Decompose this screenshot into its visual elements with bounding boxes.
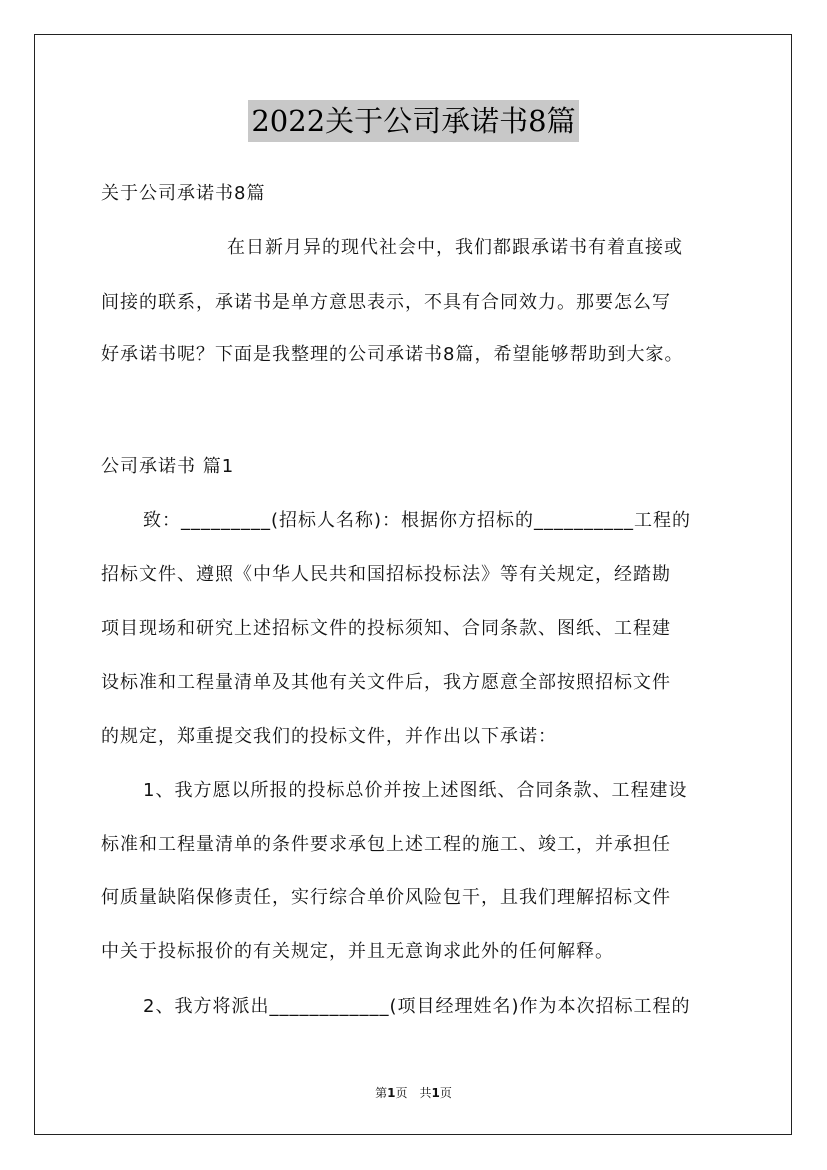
footer-prefix: 第 — [375, 1086, 388, 1100]
document-title: 2022关于公司承诺书8篇 — [248, 100, 578, 142]
body-line-9: 中关于投标报价的有关规定，并且无意询求此外的任何解释。 — [101, 941, 614, 962]
body-line-8: 何质量缺陷保修责任，实行综合单价风险包干，且我们理解招标文件 — [101, 887, 671, 908]
body-line-5: 的规定，郑重提交我们的投标文件，并作出以下承诺： — [101, 726, 557, 747]
footer-page-suffix: 页 共 — [395, 1086, 432, 1100]
title-container — [0, 100, 827, 142]
body-line-7: 标准和工程量清单的条件要求承包上述工程的施工、竣工，并承担任 — [101, 834, 671, 855]
intro-line-2: 间接的联系，承诺书是单方意思表示，不具有合同效力。那要怎么写 — [101, 292, 671, 313]
footer-total-pages: 1 — [431, 1086, 440, 1100]
footer-total-suffix: 页 — [439, 1086, 452, 1100]
footer-page-number: 1 — [387, 1086, 396, 1100]
page-footer — [0, 1084, 827, 1101]
body-line-2: 招标文件、遵照《中华人民共和国招标投标法》等有关规定，经踏勘 — [101, 564, 671, 585]
section-heading: 公司承诺书 篇1 — [101, 456, 235, 477]
body-line-10: 2、我方将派出____________(项目经理姓名)作为本次招标工程的 — [143, 996, 691, 1017]
intro-line-1: 在日新月异的现代社会中，我们都跟承诺书有着直接或 — [227, 237, 683, 258]
subtitle: 关于公司承诺书8篇 — [101, 183, 266, 204]
body-line-1: 致：_________(招标人名称)：根据你方招标的__________工程的 — [143, 510, 692, 531]
body-line-3: 项目现场和研究上述招标文件的投标须知、合同条款、图纸、工程建 — [101, 618, 671, 639]
body-line-6: 1、我方愿以所报的投标总价并按上述图纸、合同条款、工程建设 — [143, 780, 688, 801]
intro-line-3: 好承诺书呢？下面是我整理的公司承诺书8篇，希望能够帮助到大家。 — [101, 344, 684, 365]
body-line-4: 设标准和工程量清单及其他有关文件后，我方愿意全部按照招标文件 — [101, 672, 671, 693]
